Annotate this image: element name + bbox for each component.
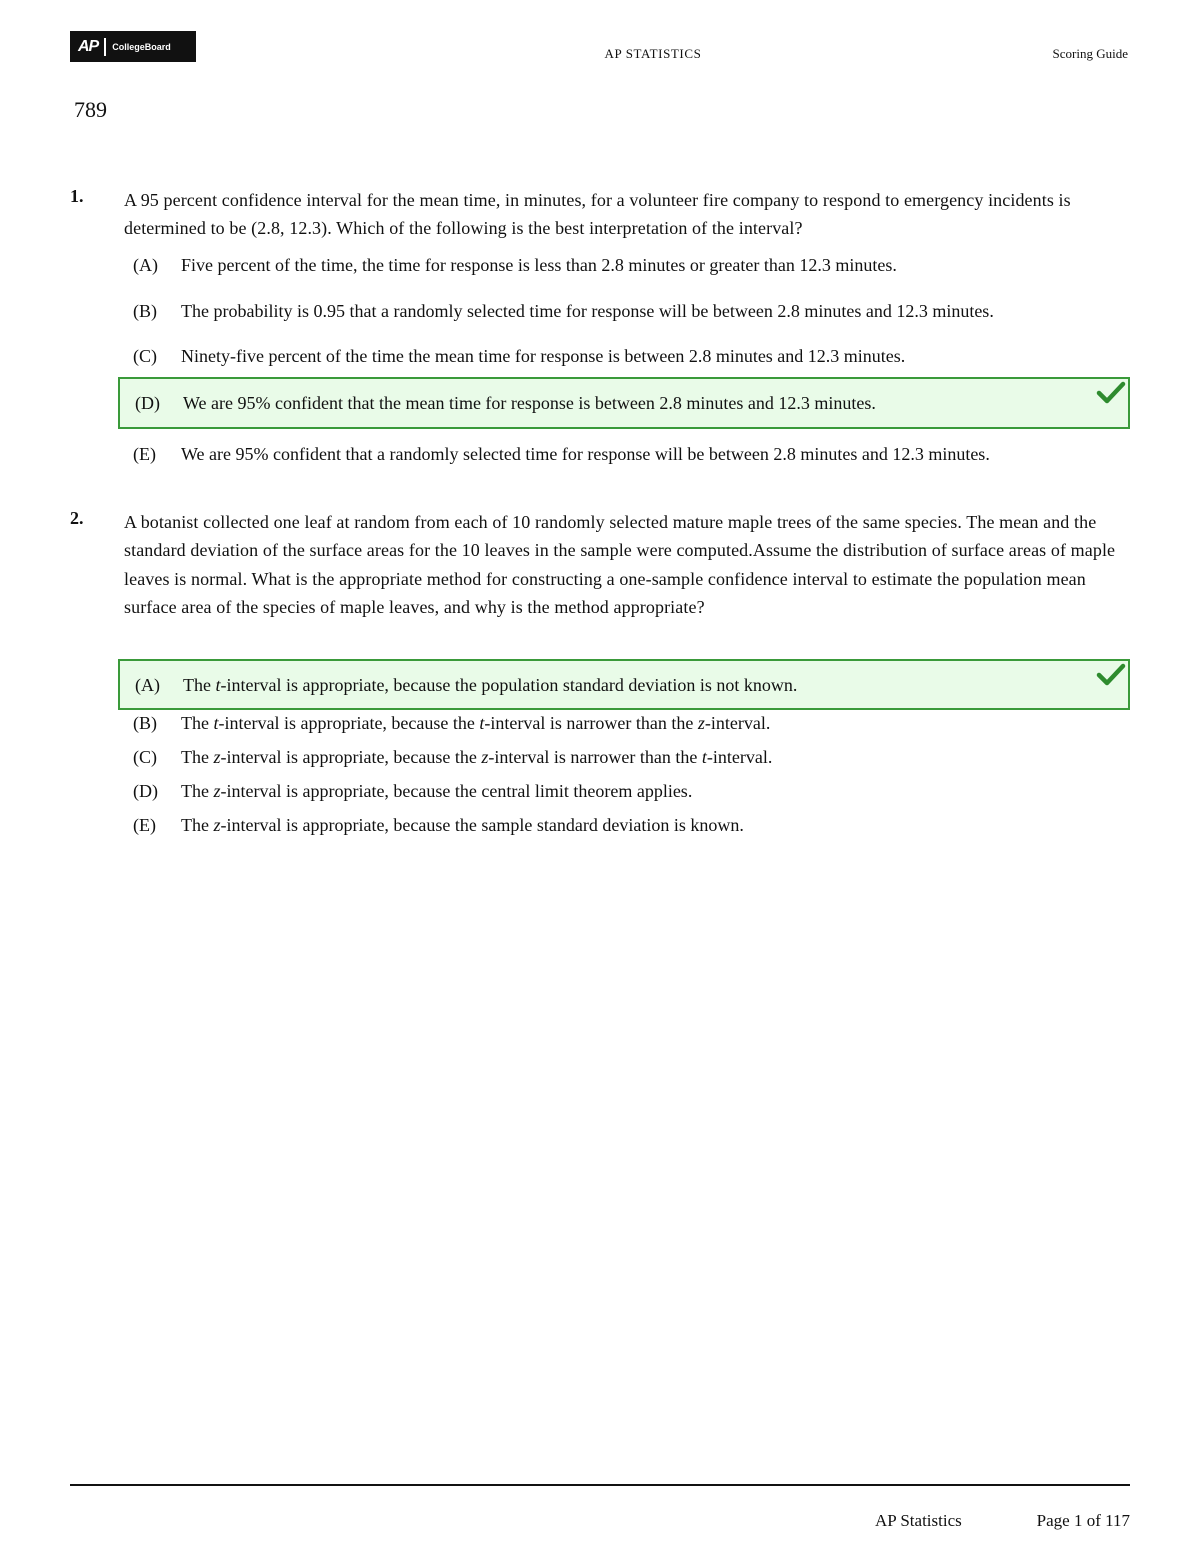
option-letter: (C) xyxy=(133,346,157,366)
question-1 xyxy=(70,186,1130,243)
option-text: The z-interval is appropriate, because the z-interval is narrower than the t-interval. xyxy=(181,747,773,767)
answer-option-2d xyxy=(118,778,1130,804)
college-board-wordmark: CollegeBoard xyxy=(112,41,171,52)
option-text: Ninety-five percent of the time the mean time for response is between 2.8 minutes and 12.3 minutes. xyxy=(181,346,906,366)
answer-option-1d-correct xyxy=(118,377,1130,429)
option-text: The t-interval is appropriate, because the t-interval is narrower than the z-interval. xyxy=(181,713,771,733)
header-title: AP STATISTICS xyxy=(604,46,702,61)
option-text: The z-interval is appropriate, because the sample standard deviation is known. xyxy=(181,815,744,835)
question-text: A 95 percent confidence interval for the mean time, in minutes, for a volunteer fire company to respond to emergency incidents is determined to be (2.8, 12.3). Which of the following is the best interpretation of the interval? xyxy=(124,190,1071,239)
answer-option-1b xyxy=(118,286,1130,336)
option-letter: (A) xyxy=(133,255,158,275)
checkmark-icon xyxy=(1096,663,1126,687)
option-text: Five percent of the time, the time for response is less than 2.8 minutes or greater than 12.3 minutes. xyxy=(181,255,897,275)
header-scoring-guide: Scoring Guide xyxy=(1052,46,1128,61)
answer-option-1e xyxy=(118,429,1130,479)
answer-option-2a-correct xyxy=(118,659,1130,710)
ap-logo-mark: AP xyxy=(78,38,106,56)
answer-option-2e xyxy=(118,812,1130,838)
answer-option-2c xyxy=(118,744,1130,770)
option-text: We are 95% confident that the mean time for response is between 2.8 minutes and 12.3 minutes. xyxy=(183,393,876,413)
question-number: 2. xyxy=(70,508,84,528)
option-letter: (D) xyxy=(135,393,160,413)
option-letter: (D) xyxy=(133,781,158,801)
option-text: The z-interval is appropriate, because the central limit theorem applies. xyxy=(181,781,693,801)
question-number: 1. xyxy=(70,186,84,206)
option-text: The t-interval is appropriate, because the population standard deviation is not known. xyxy=(183,674,798,695)
footer-course: AP Statistics xyxy=(875,1511,962,1530)
answer-option-2b xyxy=(118,710,1130,736)
option-letter: (E) xyxy=(133,444,156,464)
checkmark-icon xyxy=(1096,381,1126,405)
option-text: The probability is 0.95 that a randomly selected time for response will be between 2.8 minutes and 12.3 minutes. xyxy=(181,301,994,321)
footer-rule xyxy=(70,1484,1130,1486)
question-text: A botanist collected one leaf at random from each of 10 randomly selected mature maple trees of the same species. The mean and the standard deviation of the surface areas for the 10 leaves in the sample were computed.Assume the distribution of surface areas of maple leaves is normal. What is the appropriate method for constructing a one-sample confidence interval to estimate the population mean surface area of the species of maple leaves, and why is the method appropriate? xyxy=(124,512,1116,618)
option-letter: (B) xyxy=(133,713,157,733)
option-letter: (C) xyxy=(133,747,157,767)
option-letter: (E) xyxy=(133,815,156,835)
footer-page-number: Page 1 of 117 xyxy=(1036,1511,1130,1530)
option-letter: (B) xyxy=(133,301,157,321)
question-2 xyxy=(70,508,1130,622)
option-letter: (A) xyxy=(135,674,160,695)
document-number: 789 xyxy=(74,97,107,122)
answer-option-1c xyxy=(118,343,1130,369)
option-text: We are 95% confident that a randomly selected time for response will be between 2.8 minutes and 12.3 minutes. xyxy=(181,444,990,464)
answer-option-1a xyxy=(118,252,1130,278)
